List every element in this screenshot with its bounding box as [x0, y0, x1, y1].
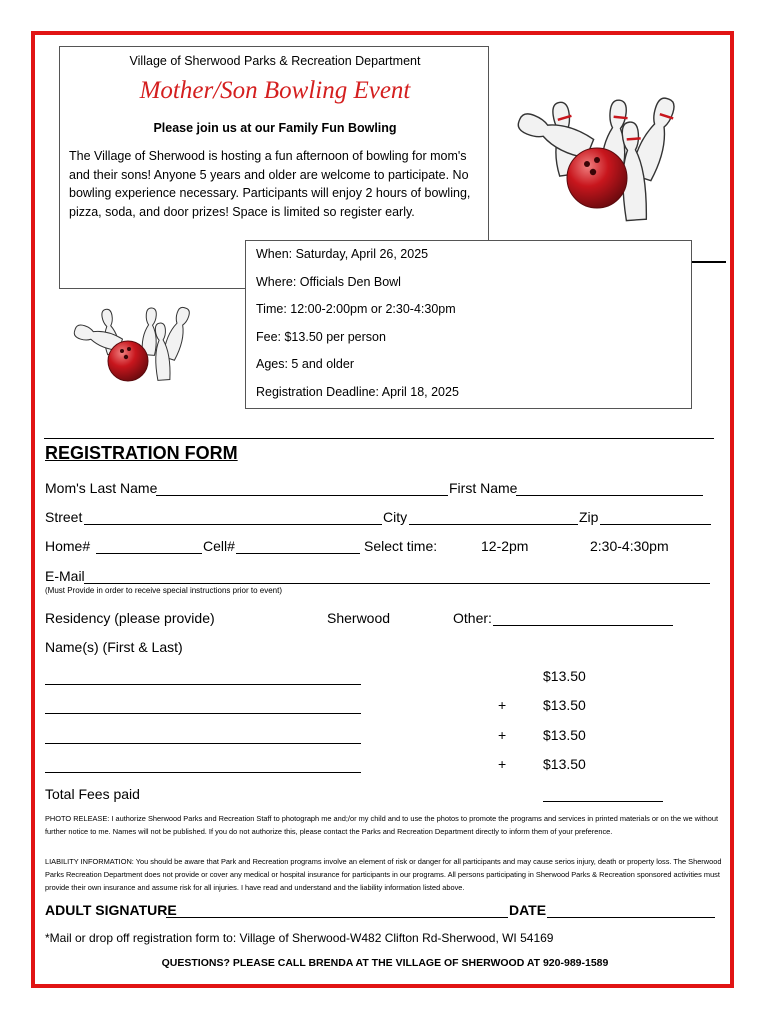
email-label: E-Mail [45, 568, 85, 584]
registration-deadline: Registration Deadline: April 18, 2025 [256, 385, 459, 399]
home-phone-label: Home# [45, 538, 91, 554]
total-fees-label: Total Fees paid [45, 786, 140, 802]
adult-signature-label: ADULT SIGNATURE [45, 902, 177, 918]
participant-name-field-2[interactable] [45, 699, 361, 714]
residency-other-field[interactable] [493, 611, 673, 626]
form-heading: REGISTRATION FORM [45, 443, 238, 463]
cell-phone-label: Cell# [203, 538, 235, 554]
moms-last-name-field[interactable] [156, 481, 448, 496]
fee-amount-3: $13.50 [543, 727, 586, 743]
email-note: (Must Provide in order to receive special instructions prior to event) [45, 586, 282, 595]
date-label: DATE [509, 902, 547, 918]
event-fee: Fee: $13.50 per person [256, 330, 386, 344]
zip-field[interactable] [600, 510, 711, 525]
home-phone-field[interactable] [96, 539, 202, 554]
total-fees-field[interactable] [543, 787, 663, 802]
zip-label: Zip [579, 509, 599, 525]
city-label: City [383, 509, 408, 525]
event-when: When: Saturday, April 26, 2025 [256, 247, 429, 261]
moms-last-name-label: Mom's Last Name [45, 480, 158, 496]
questions-contact: QUESTIONS? PLEASE CALL BRENDA AT THE VILLAGE OF SHERWOOD AT 920-989-1589 [161, 957, 609, 969]
city-field[interactable] [409, 510, 578, 525]
event-where: Where: Officials Den Bowl [256, 275, 401, 289]
residency-sherwood-option[interactable]: Sherwood [327, 610, 391, 626]
street-label: Street [45, 509, 83, 525]
section-divider [44, 438, 714, 439]
select-time-label: Select time: [364, 538, 438, 554]
fee-plus-2: + [498, 697, 507, 713]
residency-other-label: Other: [453, 610, 492, 626]
residency-label: Residency (please provide) [45, 610, 215, 626]
date-field[interactable] [547, 903, 715, 918]
participant-name-field-1[interactable] [45, 670, 361, 685]
department-name: Village of Sherwood Parks & Recreation Department [129, 54, 421, 68]
participant-name-field-4[interactable] [45, 758, 361, 773]
fee-plus-3: + [498, 727, 507, 743]
bowling-pins-ball-small-icon [70, 303, 198, 387]
participant-names-label: Name(s) (First & Last) [45, 639, 183, 655]
photo-release-text: PHOTO RELEASE: I authorize Sherwood Parks and Recreation Staff to photograph me and;/or my child and to use the photos to promote the programs and services in printed materials or on the we without further notice to me. Names will not be published. If you do not authorize this, please contact the Parks and Recreation Department directly to inform them of your preference. [45, 814, 719, 836]
fee-amount-2: $13.50 [543, 697, 586, 713]
street-field[interactable] [84, 510, 382, 525]
participant-name-field-3[interactable] [45, 729, 361, 744]
bowling-pins-ball-icon [505, 92, 700, 232]
event-details-box [245, 240, 692, 409]
event-description: The Village of Sherwood is hosting a fun afternoon of bowling for mom's and their sons! Anyone 5 years and older are welcome to participate. No bowling experience necessary. Participants will enjoy 2 hours of bowling, pizza, soda, and door prizes! Space is limited so register early. [69, 149, 471, 219]
time-option-early[interactable]: 12-2pm [481, 538, 529, 554]
fee-amount-1: $13.50 [543, 668, 586, 684]
email-field[interactable] [84, 569, 710, 584]
adult-signature-field[interactable] [166, 903, 508, 918]
time-option-late[interactable]: 2:30-4:30pm [590, 538, 669, 554]
decorative-rule [692, 261, 726, 263]
event-title: Mother/Son Bowling Event [139, 77, 411, 104]
mail-instructions: *Mail or drop off registration form to: Village of Sherwood-W482 Clifton Rd-Sherwood, WI 54169 [45, 931, 554, 945]
first-name-field[interactable] [516, 481, 703, 496]
fee-amount-4: $13.50 [543, 756, 586, 772]
event-ages: Ages: 5 and older [256, 357, 354, 371]
event-time: Time: 12:00-2:00pm or 2:30-4:30pm [256, 302, 456, 316]
first-name-label: First Name [449, 480, 518, 496]
event-subtitle: Please join us at our Family Fun Bowling [153, 121, 397, 135]
liability-text: LIABILITY INFORMATION: You should be aware that Park and Recreation programs involve an element of risk or danger for all participants and may cause serios injury, death or property loss. The Sherwood Parks Recreation Department does not provide or cover any medical or hospital insurance for participants in our programs. All persons participating in Sherwood Parks & Recreation sponsored activities must provide their own insurance and assume risk for all injuries. I have read and understand and the liability information listed above. [45, 857, 722, 892]
fee-plus-4: + [498, 756, 507, 772]
cell-phone-field[interactable] [236, 539, 360, 554]
